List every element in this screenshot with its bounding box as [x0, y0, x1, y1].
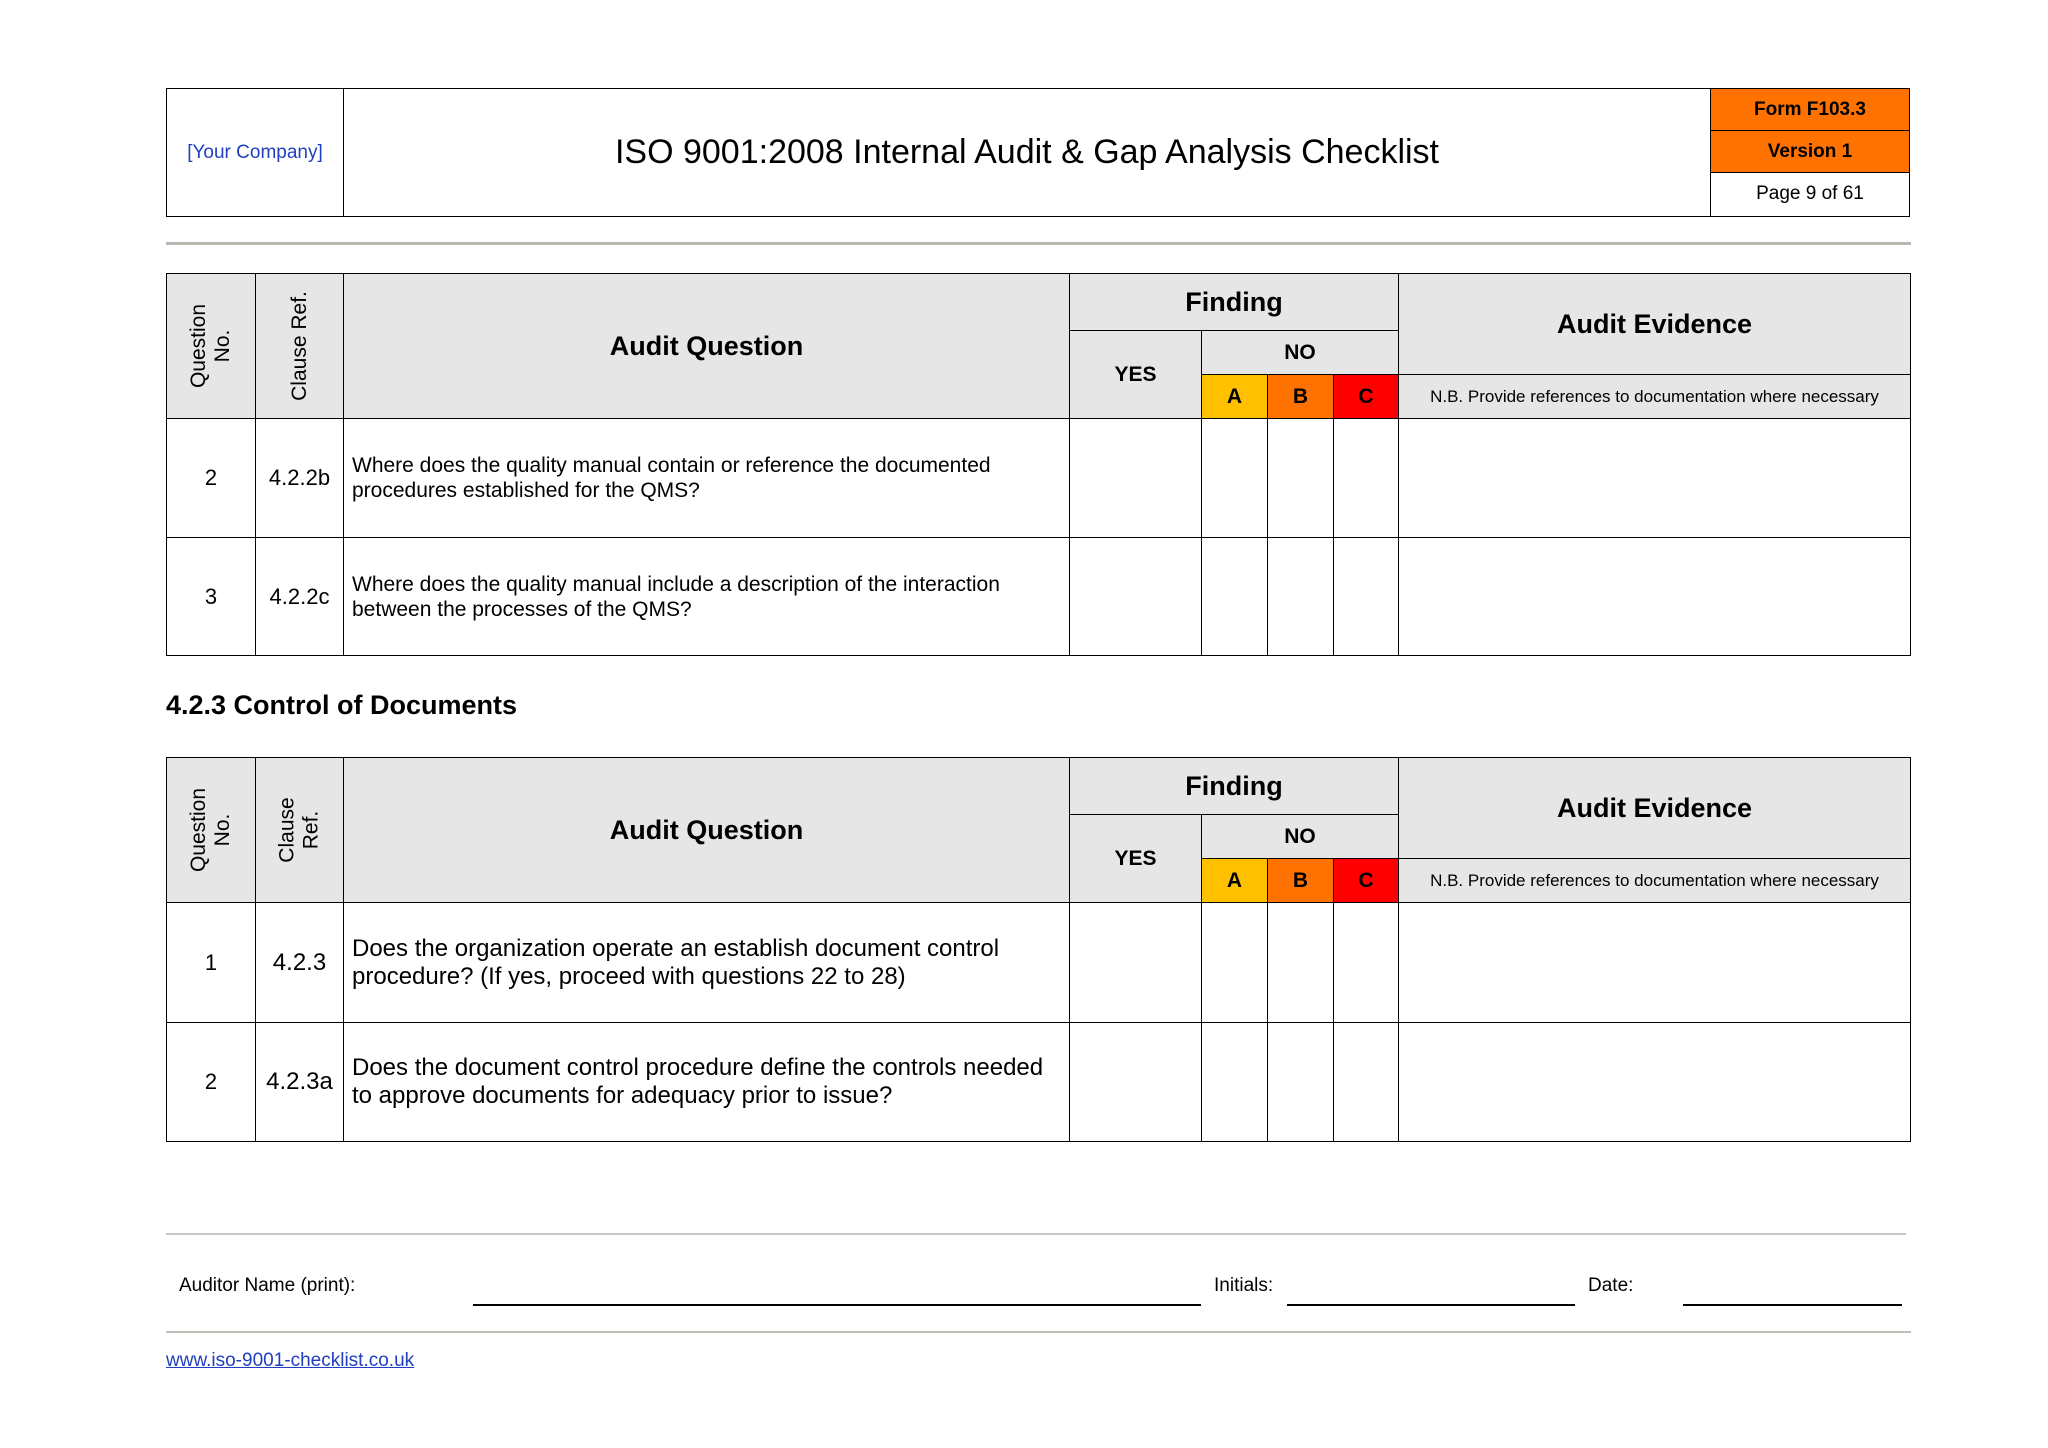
- row-finding-a-cell[interactable]: [1202, 538, 1268, 655]
- row-finding-c-cell[interactable]: [1334, 1023, 1399, 1141]
- row-question-no: 2: [167, 1023, 256, 1141]
- row-audit-question: Where does the quality manual include a description of the interaction between the processes of the QMS?: [344, 538, 1070, 655]
- row-finding-a-cell[interactable]: [1202, 419, 1268, 538]
- row-finding-b-cell[interactable]: [1268, 538, 1334, 655]
- finding-b: B: [1268, 375, 1334, 419]
- evidence-note: N.B. Provide references to documentation where necessary: [1399, 859, 1910, 903]
- header-no: NO: [1202, 815, 1399, 859]
- header-no: NO: [1202, 331, 1399, 375]
- finding-c: C: [1334, 859, 1399, 903]
- row-clause-ref: 4.2.2b: [256, 419, 344, 538]
- finding-c: C: [1334, 375, 1399, 419]
- checklist-table-1: [166, 273, 1911, 656]
- initials-line[interactable]: [1287, 1304, 1575, 1306]
- initials-label: Initials:: [1214, 1275, 1274, 1296]
- company-name: [Your Company]: [167, 89, 344, 216]
- row-finding-b-cell[interactable]: [1268, 1023, 1334, 1141]
- row-finding-b-cell[interactable]: [1268, 903, 1334, 1023]
- row-finding-b-cell[interactable]: [1268, 419, 1334, 538]
- header-audit-question: Audit Question: [344, 758, 1070, 903]
- footer-divider-bottom: [166, 1331, 1911, 1333]
- form-number: Form F103.3: [1711, 89, 1909, 131]
- finding-a: A: [1202, 375, 1268, 419]
- row-question-no: 3: [167, 538, 256, 655]
- checklist-table-2: [166, 757, 1911, 1142]
- finding-b: B: [1268, 859, 1334, 903]
- row-finding-c-cell[interactable]: [1334, 538, 1399, 655]
- row-yes-cell[interactable]: [1070, 903, 1202, 1023]
- row-yes-cell[interactable]: [1070, 538, 1202, 655]
- row-yes-cell[interactable]: [1070, 419, 1202, 538]
- row-audit-evidence-cell[interactable]: [1399, 419, 1910, 538]
- header-yes: YES: [1070, 331, 1202, 419]
- row-finding-a-cell[interactable]: [1202, 1023, 1268, 1141]
- row-audit-question: Where does the quality manual contain or reference the documented procedures established for the QMS?: [344, 419, 1070, 538]
- header-finding: Finding: [1070, 758, 1399, 815]
- row-clause-ref: 4.2.3a: [256, 1023, 344, 1141]
- row-audit-evidence-cell[interactable]: [1399, 1023, 1910, 1141]
- row-finding-c-cell[interactable]: [1334, 419, 1399, 538]
- row-audit-evidence-cell[interactable]: [1399, 903, 1910, 1023]
- header-audit-question: Audit Question: [344, 274, 1070, 419]
- form-header: [166, 88, 1910, 217]
- header-divider: [166, 242, 1911, 245]
- header-question-no: Question No.: [167, 758, 256, 903]
- auditor-name-label: Auditor Name (print):: [179, 1275, 356, 1296]
- header-question-no: Question No.: [167, 274, 256, 419]
- header-yes: YES: [1070, 815, 1202, 903]
- date-line[interactable]: [1683, 1304, 1902, 1306]
- header-clause-ref: Clause Ref.: [256, 758, 344, 903]
- row-yes-cell[interactable]: [1070, 1023, 1202, 1141]
- row-audit-question: Does the organization operate an establish document control procedure? (If yes, proceed with questions 22 to 28): [344, 903, 1070, 1023]
- finding-a: A: [1202, 859, 1268, 903]
- page-number: Page 9 of 61: [1756, 183, 1864, 204]
- header-audit-evidence: Audit Evidence: [1399, 274, 1910, 375]
- date-label: Date:: [1588, 1275, 1634, 1296]
- header-clause-ref: Clause Ref.: [256, 274, 344, 419]
- form-meta: [1711, 89, 1909, 216]
- footer-divider-top: [166, 1233, 1906, 1235]
- row-clause-ref: 4.2.3: [256, 903, 344, 1023]
- row-question-no: 2: [167, 419, 256, 538]
- section-title: 4.2.3 Control of Documents: [166, 690, 518, 720]
- form-version: Version 1: [1711, 131, 1909, 173]
- website-link[interactable]: www.iso-9001-checklist.co.uk: [166, 1350, 415, 1371]
- evidence-note: N.B. Provide references to documentation where necessary: [1399, 375, 1910, 419]
- row-finding-a-cell[interactable]: [1202, 903, 1268, 1023]
- header-finding: Finding: [1070, 274, 1399, 331]
- row-question-no: 1: [167, 903, 256, 1023]
- auditor-name-line[interactable]: [473, 1304, 1201, 1306]
- row-audit-evidence-cell[interactable]: [1399, 538, 1910, 655]
- document-title: ISO 9001:2008 Internal Audit & Gap Analysis Checklist: [344, 89, 1711, 216]
- row-finding-c-cell[interactable]: [1334, 903, 1399, 1023]
- row-audit-question: Does the document control procedure define the controls needed to approve documents for adequacy prior to issue?: [344, 1023, 1070, 1141]
- header-audit-evidence: Audit Evidence: [1399, 758, 1910, 859]
- row-clause-ref: 4.2.2c: [256, 538, 344, 655]
